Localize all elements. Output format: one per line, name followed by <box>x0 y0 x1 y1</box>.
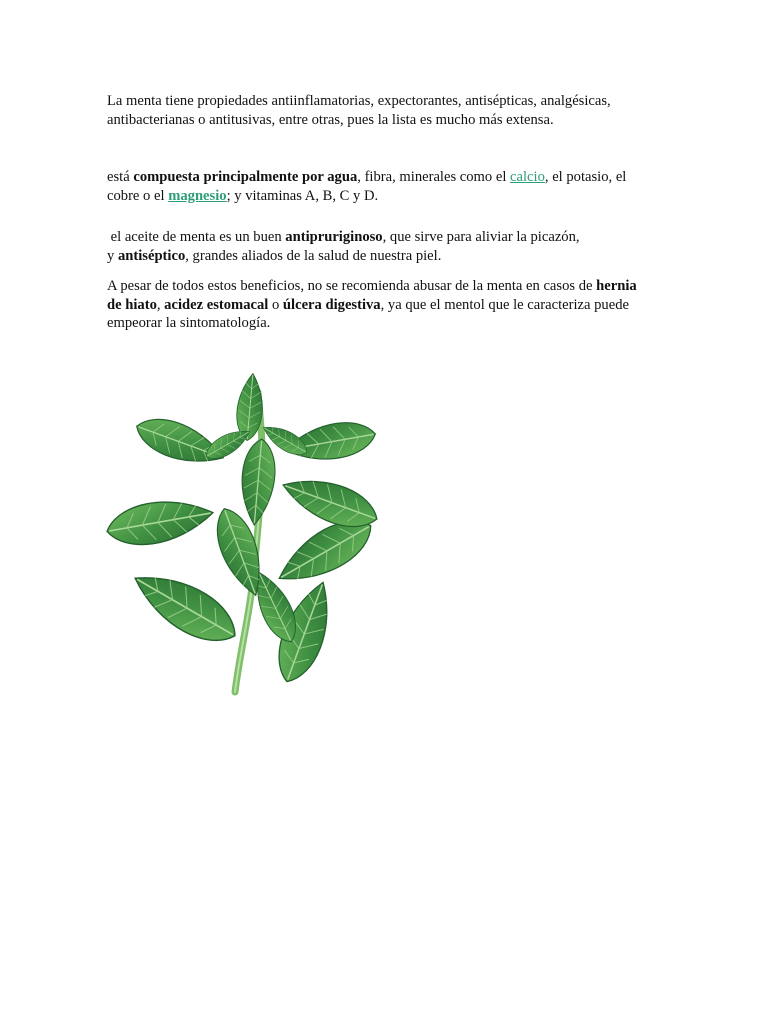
text-run: ; y vitaminas A, B, C y D. <box>226 187 379 204</box>
text-run: , ya que el mentol que le caracteriza puede <box>380 296 629 313</box>
text-line: antibacterianas o antitusivas, entre otras, pues la lista es mucho más extensa. <box>107 111 554 128</box>
text-run: cobre o el <box>107 187 169 204</box>
bold-text: antiséptico <box>117 247 186 264</box>
text-run: está <box>107 169 134 185</box>
text-run: el aceite de menta es un buen <box>107 229 286 245</box>
bold-text: de hiato <box>107 296 157 313</box>
text-line <box>107 277 667 296</box>
leaf-center <box>238 438 278 527</box>
leaf-mid-left <box>104 493 217 551</box>
bold-text: hernia <box>596 278 637 294</box>
text-line <box>107 296 667 315</box>
mint-plant-illustration <box>100 372 385 697</box>
text-line: empeorar la sintomatología. <box>107 315 271 331</box>
text-run: y <box>107 247 118 264</box>
bold-text: compuesta principalmente por agua <box>133 169 358 185</box>
text-line <box>107 168 667 187</box>
text-line: La menta tiene propiedades antiinflamatorias, expectorantes, antisépticas, analgésicas, <box>107 93 611 109</box>
text-line <box>107 247 667 266</box>
text-run: o <box>268 296 283 313</box>
paragraph-warnings <box>107 277 667 333</box>
leaf-bottom-left <box>124 559 245 654</box>
text-line <box>107 228 667 247</box>
text-run: , fibra, minerales como el <box>357 169 511 185</box>
text-run: A pesar de todos estos beneficios, no se recomienda abusar de la menta en casos de <box>107 278 597 294</box>
bold-text: úlcera digestiva <box>282 296 381 313</box>
link-calcio[interactable]: calcio <box>510 169 545 185</box>
paragraph-composition <box>107 168 667 205</box>
text-run: , el potasio, el <box>544 169 627 185</box>
text-run: , <box>156 296 165 313</box>
paragraph-mint-oil <box>107 228 667 265</box>
paragraph-properties <box>107 92 667 129</box>
link-magnesio[interactable]: magnesio <box>168 187 227 204</box>
text-line <box>107 187 667 206</box>
bold-text: acidez estomacal <box>164 296 269 313</box>
text-run: , que sirve para aliviar la picazón, <box>382 229 580 245</box>
text-run: , grandes aliados de la salud de nuestra piel. <box>185 247 442 264</box>
bold-text: antipruriginoso <box>285 229 383 245</box>
